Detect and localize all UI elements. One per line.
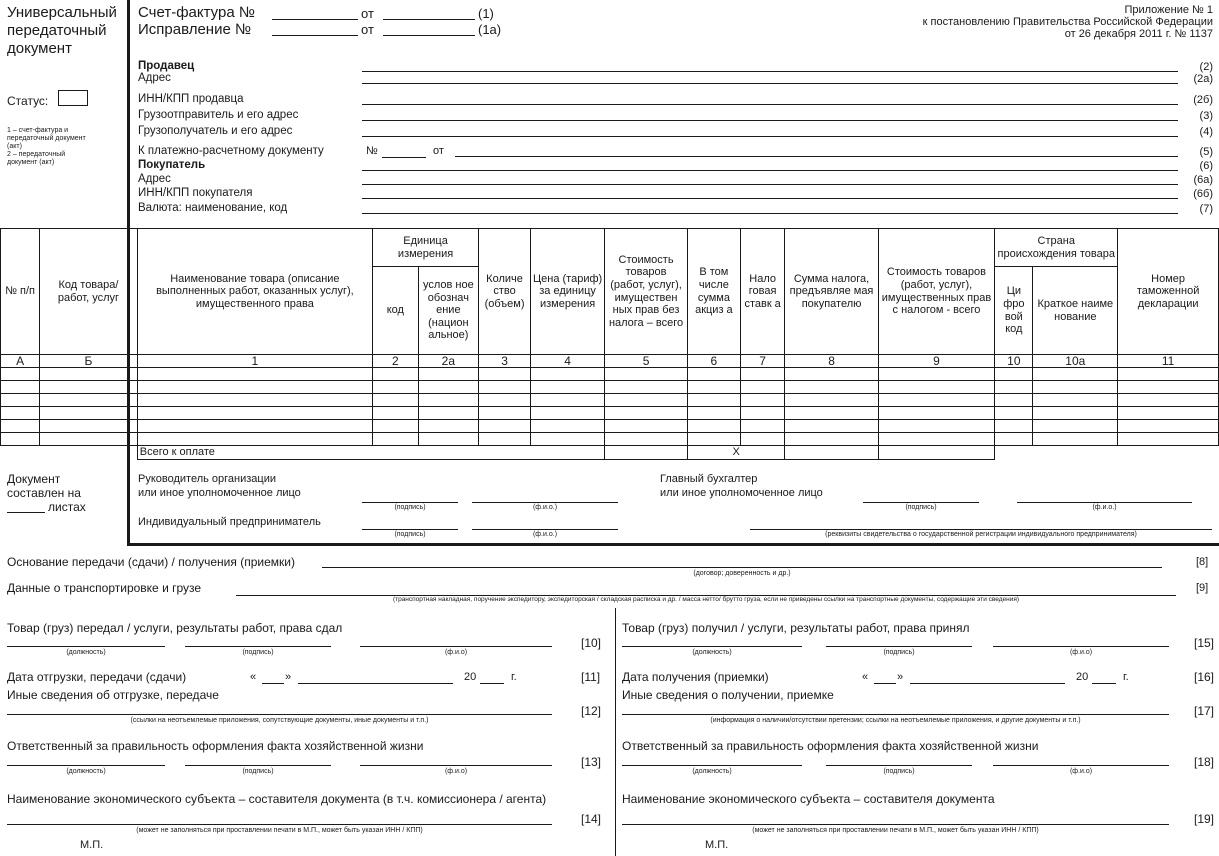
table-cell[interactable] [418,433,478,446]
goods-table [0,228,1219,460]
invoice-date-line[interactable] [383,19,475,20]
table-cell[interactable] [479,394,531,407]
field-label: Грузополучатель и его адрес [138,125,293,137]
table-cell[interactable] [605,433,688,446]
receive-date-code: [16] [1194,670,1215,684]
total-excise-x: X [687,446,785,460]
table-cell[interactable] [373,433,419,446]
status-note: передаточный документ [7,135,86,142]
field-value-line[interactable] [455,156,1178,157]
status-label: Статус: [7,94,49,108]
receive-resp-sign-caption: (подпись) [883,768,915,775]
code-1a: (1а) [478,22,502,37]
receive-resp-position-caption: (должность) [692,768,732,775]
receive-date-label: Дата получения (приемки) [622,670,769,684]
table-row [1,407,1219,420]
table-cell[interactable] [878,433,995,446]
table-cell[interactable] [605,381,688,394]
receive-date-year-suffix: г. [1123,671,1129,683]
table-cell[interactable] [531,381,605,394]
received-sign-line[interactable] [826,646,972,647]
table-cell[interactable] [1118,381,1219,394]
handed-fio-line[interactable] [360,646,552,647]
receive-date-quote-open: « [862,671,869,683]
table-cell[interactable] [1,394,40,407]
accountant-label-line2: или иное уполномоченное лицо [660,487,823,499]
col-header-qty: Количе ство (объем) [479,229,531,355]
table-cell[interactable] [373,420,419,433]
field-label: Грузоотправитель и его адрес [138,109,299,121]
receive-date-quote-close: » [897,671,904,683]
table-cell[interactable] [1118,407,1219,420]
index-cell: А [1,355,40,368]
index-cell: 10 [995,355,1033,368]
table-cell[interactable] [479,433,531,446]
doc-sheets-line3: листах [48,500,86,514]
transport-code: [9] [1196,582,1209,594]
status-note: 1 – счет-фактура и [7,127,69,134]
table-cell[interactable] [137,368,372,381]
col-header-no: № п/п [1,229,40,355]
ship-date-year-suffix: г. [511,671,517,683]
index-cell: 8 [785,355,878,368]
table-cell[interactable] [740,368,785,381]
table-cell[interactable] [1118,420,1219,433]
table-cell[interactable] [1,420,40,433]
sheets-count-line[interactable] [7,512,45,513]
receive-date-year-line[interactable] [1092,683,1116,684]
ship-date-year-line[interactable] [480,683,504,684]
received-position-caption: (должность) [692,649,732,656]
handed-position-line[interactable] [7,646,165,647]
ship-resp-fio-line[interactable] [360,765,552,766]
ship-resp-code: [13] [581,755,602,769]
col-header-declaration: Номер таможенной декларации [1118,229,1219,355]
table-cell[interactable] [740,381,785,394]
receive-other-line[interactable] [622,714,1169,715]
received-position-line[interactable] [622,646,802,647]
col-header-country: Страна происхождения товара [995,229,1118,267]
receive-other-label: Иные сведения о получении, приемке [622,688,834,702]
table-cell[interactable] [878,394,995,407]
table-cell[interactable] [687,368,740,381]
receive-entity-caption: (может не заполняться при проставлении печати в М.П., может быть указан ИНН / КПП) [752,827,1039,834]
field-code: (3) [1199,110,1213,122]
table-row [1,433,1219,446]
ip-cert-caption: (реквизиты свидетельства о государственной регистрации индивидуального предпринимателя) [825,531,1137,538]
correction-label: Исправление № [138,21,252,38]
ship-date-quote-open: « [250,671,257,683]
col-header-name: Наименование товара (описание выполненных работ, оказанных услуг), имущественного права [137,229,372,355]
doc-sheets-line1: Документ [7,472,61,486]
table-cell[interactable] [1,407,40,420]
table-cell[interactable] [418,407,478,420]
ip-label: Индивидуальный предприниматель [138,516,321,528]
field-value-line[interactable] [362,136,1178,137]
table-cell[interactable] [878,381,995,394]
ship-date-quote-close: » [285,671,292,683]
correction-from-label: от [361,22,374,37]
index-cell: 10а [1033,355,1118,368]
ship-date-month-line[interactable] [298,683,453,684]
index-cell: Б [40,355,138,368]
table-cell[interactable] [373,381,419,394]
handed-position-caption: (должность) [66,649,106,656]
head-fio-caption: (ф.и.о.) [532,504,558,511]
head-label-line2: или иное уполномоченное лицо [138,487,301,499]
code-1: (1) [478,6,494,21]
field-code: (6а) [1193,174,1213,186]
table-cell[interactable] [137,433,372,446]
field-code: (4) [1199,126,1213,138]
receive-date-year: 20 [1076,671,1089,683]
table-cell[interactable] [40,420,138,433]
col-header-unit: Единица измерения [373,229,479,267]
appendix-line1: Приложение № 1 [1124,4,1213,16]
field-label: К платежно-расчетному документу [138,145,324,157]
receive-resp-label: Ответственный за правильность оформления факта хозяйственной жизни [622,739,1039,753]
table-cell[interactable] [479,368,531,381]
doc-title-line1: Универсальный [7,4,117,21]
receive-resp-fio-caption: (ф.и.о) [1069,768,1093,775]
table-cell[interactable] [137,381,372,394]
handed-sign-caption: (подпись) [242,649,274,656]
ship-resp-position-line[interactable] [7,765,165,766]
index-cell: 3 [479,355,531,368]
head-sign-line[interactable] [362,502,458,503]
table-cell[interactable] [40,407,138,420]
basis-line[interactable] [322,567,1162,568]
table-cell[interactable] [687,394,740,407]
status-note: документ (акт) [7,159,55,166]
col-header-code: Код товара/ работ, услуг [40,229,138,355]
field-label: Покупатель [138,159,206,171]
ship-entity-caption: (может не заполняться при проставлении печати в М.П., может быть указан ИНН / КПП) [136,827,423,834]
field-value-line[interactable] [362,83,1178,84]
field-label: Адрес [138,72,171,84]
ship-other-caption: (ссылки на неотъемлемые приложения, сопутствующие документы, иные документы и т.п.) [130,717,429,724]
accountant-fio-line[interactable] [1017,502,1192,503]
ip-sign-caption: (подпись) [394,531,426,538]
invoice-from-label: от [361,6,374,21]
table-cell[interactable] [1033,420,1118,433]
table-cell[interactable] [137,407,372,420]
col-header-cost: Стоимость товаров (работ, услуг), имуществен ных прав без налога – всего [605,229,688,355]
table-cell[interactable] [878,368,995,381]
correction-date-line[interactable] [383,35,475,36]
receive-stamp-place: М.П. [705,839,729,851]
status-note: 2 – передаточный [7,151,66,158]
field-code: (2б) [1193,94,1213,106]
total-spacer [995,446,1219,460]
receive-other-caption: (информация о наличии/отсутствии претензии; ссылки на неотъемлемые приложения, и другие документы и т.п.) [710,717,1081,724]
ship-date-day-line[interactable] [262,683,284,684]
total-sum-cell[interactable] [878,446,995,460]
table-cell[interactable] [1118,433,1219,446]
basis-label: Основание передачи (сдачи) / получения (приемки) [7,555,295,569]
table-cell[interactable] [1,381,40,394]
field-code: (2а) [1193,73,1213,85]
ship-other-code: [12] [581,704,602,718]
table-row [1,420,1219,433]
basis-code: [8] [1196,556,1209,568]
table-cell[interactable] [785,420,878,433]
table-cell[interactable] [785,394,878,407]
appendix-line3: от 26 декабря 2011 г. № 1137 [1064,28,1213,40]
table-cell[interactable] [373,394,419,407]
table-cell[interactable] [740,394,785,407]
table-cell[interactable] [1033,433,1118,446]
table-cell[interactable] [40,394,138,407]
receive-resp-sign-line[interactable] [826,765,972,766]
col-header-rate: Нало говая ставк а [740,229,785,355]
receive-entity-label: Наименование экономического субъекта – составителя документа [622,792,995,806]
received-code: [15] [1194,636,1215,650]
field-label: Валюта: наименование, код [138,202,288,214]
table-cell[interactable] [531,420,605,433]
field-code: (6б) [1193,188,1213,200]
ship-date-year: 20 [464,671,477,683]
ip-fio-line[interactable] [472,529,618,530]
index-cell: 4 [531,355,605,368]
field-code: (7) [1199,203,1213,215]
field-value-line[interactable] [362,71,1178,72]
table-cell[interactable] [995,394,1033,407]
head-fio-line[interactable] [472,502,618,503]
total-row [1,446,1219,460]
payment-from-label: от [433,145,444,157]
ship-other-line[interactable] [7,714,552,715]
index-cell: 5 [605,355,688,368]
col-header-tax: Сумма налога, предъявляе мая покупателю [785,229,878,355]
table-cell[interactable] [137,394,372,407]
index-cell: 1 [137,355,372,368]
col-header-price: Цена (тариф) за единицу измерения [531,229,605,355]
ip-sign-line[interactable] [362,529,458,530]
receive-date-month-line[interactable] [910,683,1065,684]
receive-date-day-line[interactable] [874,683,896,684]
table-cell[interactable] [995,433,1033,446]
table-row [1,381,1219,394]
payment-no-line[interactable] [382,157,426,158]
field-value-line[interactable] [362,104,1178,105]
table-cell[interactable] [605,407,688,420]
col-header-total: Стоимость товаров (работ, услуг), имущественных прав с налогом - всего [878,229,995,355]
table-cell[interactable] [1033,368,1118,381]
table-cell[interactable] [785,407,878,420]
table-row [1,394,1219,407]
accountant-fio-caption: (ф.и.о.) [1092,504,1117,511]
table-cell[interactable] [418,394,478,407]
table-cell[interactable] [687,407,740,420]
status-box[interactable] [58,90,88,106]
transport-caption: (транспортная накладная, поручение экспедитору, экспедиторская / складская расписка и др. / масса нетто/ брутто груза, если не приведены ссылки на транспортные документы, содержащие эти сведения) [392,596,1020,603]
received-sign-caption: (подпись) [883,649,915,656]
head-sign-caption: (подпись) [394,504,426,511]
table-cell[interactable] [1033,394,1118,407]
table-cell[interactable] [740,420,785,433]
ship-other-label: Иные сведения об отгрузке, передаче [7,688,219,702]
accountant-sign-caption: (подпись) [905,504,937,511]
head-label-line1: Руководитель организации [138,473,277,485]
transport-label: Данные о транспортировке и грузе [7,581,202,595]
doc-sheets-line2: составлен на [7,486,81,500]
table-cell[interactable] [40,381,138,394]
col-header-country-code: Ци фро вой код [995,267,1033,355]
ship-resp-fio-caption: (ф.и.о) [444,768,468,775]
col-header-unit-code: код [373,267,419,355]
index-cell: 2а [418,355,478,368]
ship-entity-label: Наименование экономического субъекта – составителя документа (в т.ч. комиссионера / агента) [7,792,547,806]
table-cell[interactable] [1118,368,1219,381]
table-cell[interactable] [373,368,419,381]
table-cell[interactable] [531,407,605,420]
ip-cert-line[interactable] [750,529,1212,530]
ship-resp-sign-caption: (подпись) [242,768,274,775]
col-header-excise: В том числе сумма акциз а [687,229,740,355]
table-row [1,368,1219,381]
table-cell[interactable] [995,381,1033,394]
accountant-label-line1: Главный бухгалтер [660,473,758,485]
table-cell[interactable] [1,368,40,381]
table-cell[interactable] [878,407,995,420]
table-cell[interactable] [1033,407,1118,420]
handed-label: Товар (груз) передал / услуги, результаты работ, права сдал [7,621,343,635]
table-cell[interactable] [878,420,995,433]
invoice-number-line[interactable] [272,19,358,20]
table-cell[interactable] [785,368,878,381]
receive-other-code: [17] [1194,704,1215,718]
center-divider [615,608,616,856]
table-cell[interactable] [605,368,688,381]
received-fio-caption: (ф.и.о) [1069,649,1093,656]
receive-resp-code: [18] [1194,755,1215,769]
table-cell[interactable] [995,407,1033,420]
status-note: (акт) [7,143,22,150]
total-spacer [1,446,138,460]
basis-caption: (договор; доверенность и др.) [693,570,791,577]
table-cell[interactable] [740,407,785,420]
table-cell[interactable] [373,407,419,420]
field-value-line[interactable] [362,170,1178,171]
handed-sign-line[interactable] [185,646,331,647]
field-value-line[interactable] [362,184,1178,185]
received-fio-line[interactable] [993,646,1169,647]
table-cell[interactable] [479,381,531,394]
field-label: ИНН/КПП продавца [138,93,244,105]
table-cell[interactable] [418,381,478,394]
received-label: Товар (груз) получил / услуги, результаты работ, права принял [622,621,970,635]
appendix-line2: к постановлению Правительства Российской Федерации [922,16,1213,28]
table-cell[interactable] [531,433,605,446]
ship-resp-label: Ответственный за правильность оформления факта хозяйственной жизни [7,739,424,753]
table-cell[interactable] [785,381,878,394]
handed-code: [10] [581,636,602,650]
table-cell[interactable] [1,433,40,446]
index-cell: 7 [740,355,785,368]
bottom-rule [127,543,1219,546]
index-cell: 11 [1118,355,1219,368]
table-cell[interactable] [1033,381,1118,394]
table-cell[interactable] [740,433,785,446]
table-cell[interactable] [687,433,740,446]
ship-date-code: [11] [581,670,601,684]
total-tax-cell[interactable] [785,446,878,460]
field-value-line[interactable] [362,198,1178,199]
receive-resp-fio-line[interactable] [993,765,1169,766]
ip-fio-caption: (ф.и.о.) [532,531,558,538]
ship-resp-position-caption: (должность) [66,768,106,775]
table-cell[interactable] [995,368,1033,381]
table-cell[interactable] [137,420,372,433]
table-cell[interactable] [995,420,1033,433]
table-cell[interactable] [531,368,605,381]
index-cell: 9 [878,355,995,368]
index-cell: 6 [687,355,740,368]
handed-fio-caption: (ф.и.о) [444,649,468,656]
ship-stamp-place: М.П. [80,839,104,851]
table-cell[interactable] [605,420,688,433]
receive-entity-code: [19] [1194,812,1215,826]
field-value-line[interactable] [362,213,1178,214]
field-label: Адрес [138,173,171,185]
total-cost-cell[interactable] [605,446,688,460]
receive-entity-line[interactable] [622,824,1169,825]
invoice-label: Счет-фактура № [138,4,255,21]
correction-number-line[interactable] [272,35,358,36]
table-cell[interactable] [785,433,878,446]
table-cell[interactable] [418,420,478,433]
col-header-unit-name: услов ное обознач ение (национ альное) [418,267,478,355]
field-label: ИНН/КПП покупателя [138,187,253,199]
ship-entity-line[interactable] [7,824,552,825]
ship-resp-sign-line[interactable] [185,765,331,766]
table-cell[interactable] [531,394,605,407]
field-code: (2) [1199,61,1213,73]
field-label: Продавец [138,60,195,72]
accountant-sign-line[interactable] [863,502,979,503]
total-label: Всего к оплате [137,446,604,460]
table-cell[interactable] [605,394,688,407]
table-cell[interactable] [479,420,531,433]
payment-no-label: № [366,145,378,157]
field-code: (5) [1199,146,1213,158]
table-cell[interactable] [1118,394,1219,407]
ship-date-label: Дата отгрузки, передачи (сдачи) [7,670,187,684]
index-cell: 2 [373,355,419,368]
table-cell[interactable] [40,433,138,446]
table-cell[interactable] [687,420,740,433]
receive-resp-position-line[interactable] [622,765,802,766]
index-row [1,355,1219,368]
field-value-line[interactable] [362,120,1178,121]
table-cell[interactable] [418,368,478,381]
table-cell[interactable] [479,407,531,420]
ship-entity-code: [14] [581,812,602,826]
doc-title-line3: документ [7,40,72,57]
field-code: (6) [1199,160,1213,172]
table-cell[interactable] [40,368,138,381]
table-cell[interactable] [687,381,740,394]
doc-title-line2: передаточный [7,22,107,39]
col-header-country-name: Краткое наиме нование [1033,267,1118,355]
